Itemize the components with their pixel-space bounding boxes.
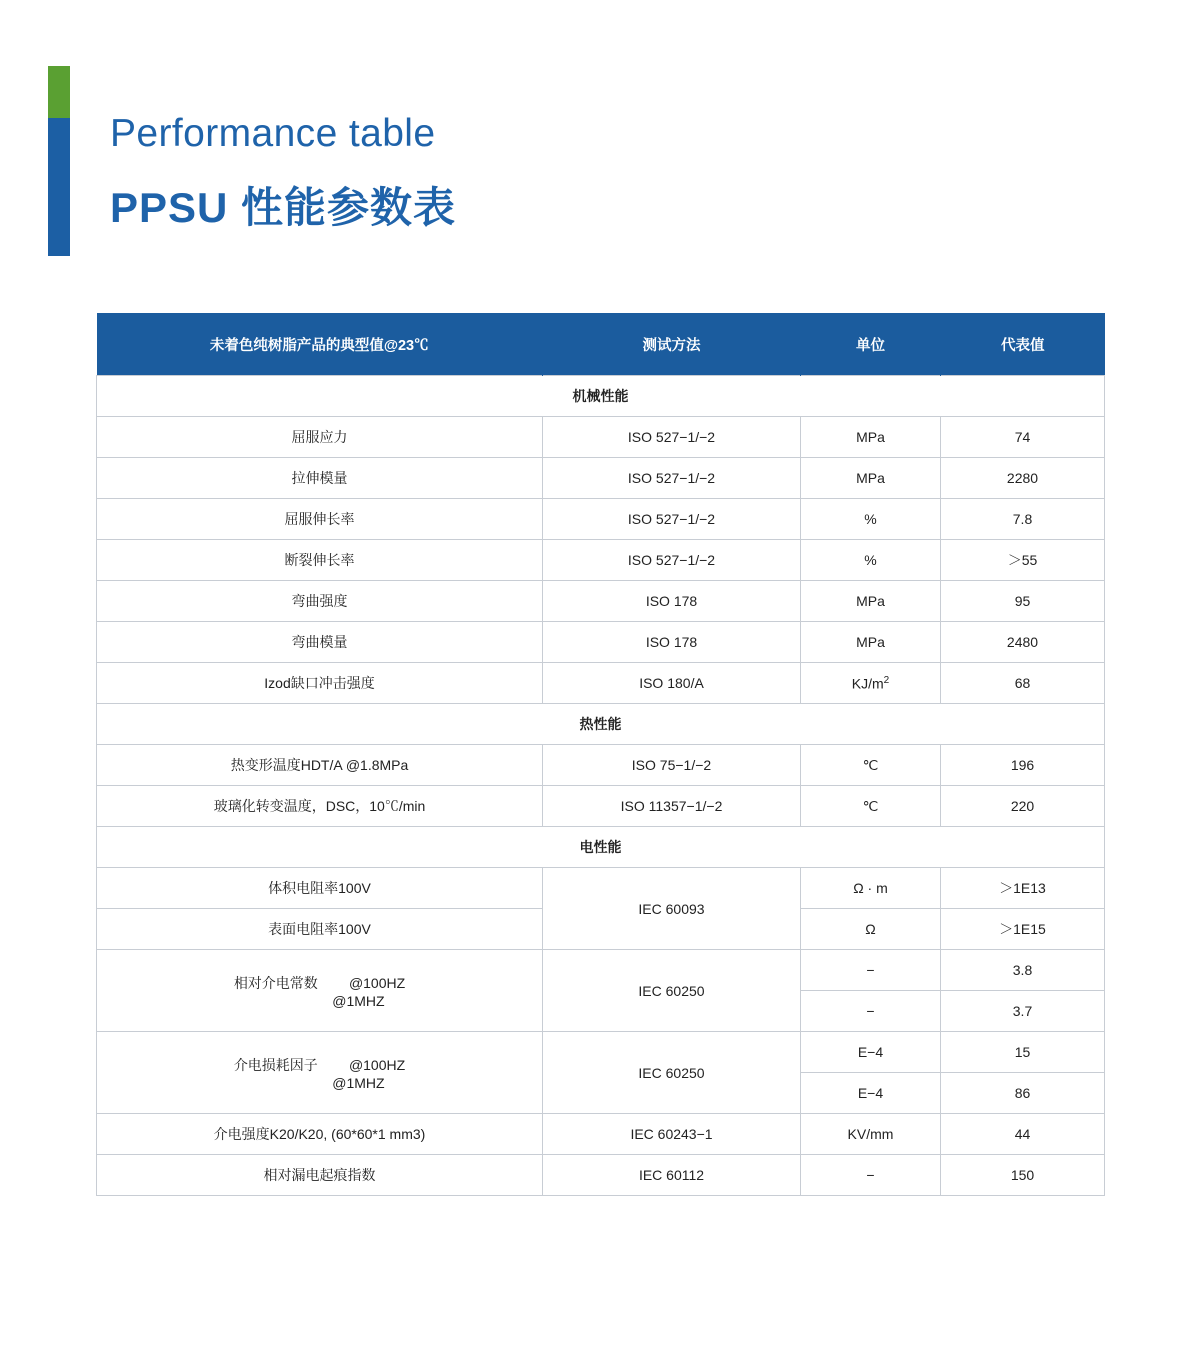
cell-unit: E−4 (801, 1073, 941, 1114)
property-frequency-2: @1MHZ (332, 1074, 385, 1091)
group-row-mechanical (97, 376, 1105, 417)
cell-value: 86 (941, 1073, 1105, 1114)
cell-unit: − (801, 950, 941, 991)
table-row (97, 1114, 1105, 1155)
unit-exponent: 2 (883, 674, 890, 686)
cell-property: 断裂伸长率 (97, 540, 543, 581)
group-label-electrical: 电性能 (97, 827, 1105, 868)
cell-value: 7.8 (941, 499, 1105, 540)
cell-method: ISO 527−1/−2 (543, 540, 801, 581)
column-header-value: 代表值 (941, 313, 1105, 376)
cell-value: 15 (941, 1032, 1105, 1073)
cell-value: ＞1E15 (941, 909, 1105, 950)
table-row (97, 417, 1105, 458)
cell-method: ISO 180/A (543, 663, 801, 704)
table-header-row (97, 313, 1105, 376)
cell-unit: − (801, 991, 941, 1032)
property-name: 介电损耗因子 (233, 1056, 318, 1073)
cell-property (97, 1032, 543, 1114)
cell-value: 150 (941, 1155, 1105, 1196)
group-label-thermal: 热性能 (97, 704, 1105, 745)
cell-property: 热变形温度HDT/A @1.8MPa (97, 745, 543, 786)
cell-method: ISO 11357−1/−2 (543, 786, 801, 827)
cell-unit: ℃ (801, 786, 941, 827)
cell-property: 屈服应力 (97, 417, 543, 458)
table-row (97, 868, 1105, 909)
cell-unit: KV/mm (801, 1114, 941, 1155)
cell-property: 屈服伸长率 (97, 499, 543, 540)
table-row (97, 581, 1105, 622)
property-frequency-1: @100HZ (348, 974, 406, 991)
cell-property: 拉伸模量 (97, 458, 543, 499)
cell-value: 196 (941, 745, 1105, 786)
cell-unit: % (801, 540, 941, 581)
cell-unit: MPa (801, 622, 941, 663)
cell-value: 3.7 (941, 991, 1105, 1032)
cell-value: 44 (941, 1114, 1105, 1155)
cell-property: 相对漏电起痕指数 (97, 1155, 543, 1196)
title-block (110, 70, 1200, 229)
cell-property: 玻璃化转变温度，DSC，10℃/min (97, 786, 543, 827)
table-row (97, 499, 1105, 540)
page-title-english: Performance table (110, 112, 436, 155)
cell-unit: MPa (801, 417, 941, 458)
table-row (97, 622, 1105, 663)
table-row (97, 458, 1105, 499)
cell-method: IEC 60243−1 (543, 1114, 801, 1155)
group-row-electrical (97, 827, 1105, 868)
page-header (0, 0, 1200, 229)
cell-value: 68 (941, 663, 1105, 704)
cell-method: IEC 60250 (543, 950, 801, 1032)
unit-base: KJ/m (851, 675, 884, 692)
group-row-thermal (97, 704, 1105, 745)
table-row (97, 540, 1105, 581)
cell-unit: Ω · m (801, 868, 941, 909)
cell-method: ISO 75−1/−2 (543, 745, 801, 786)
performance-table-container (96, 313, 1104, 1196)
group-label-mechanical: 机械性能 (97, 376, 1105, 417)
cell-value: ＞1E13 (941, 868, 1105, 909)
table-row (97, 745, 1105, 786)
cell-value: 220 (941, 786, 1105, 827)
cell-property: 体积电阻率100V (97, 868, 543, 909)
property-name: 相对介电常数 (233, 974, 318, 991)
cell-method: ISO 178 (543, 622, 801, 663)
cell-unit: Ω (801, 909, 941, 950)
cell-value: 74 (941, 417, 1105, 458)
cell-unit: E−4 (801, 1032, 941, 1073)
cell-property: 弯曲模量 (97, 622, 543, 663)
cell-method: IEC 60093 (543, 868, 801, 950)
accent-bar-group (48, 66, 70, 256)
cell-unit (801, 663, 941, 704)
cell-property: 介电强度K20/K20, (60*60*1 mm3) (97, 1114, 543, 1155)
property-frequency-1: @100HZ (348, 1056, 406, 1073)
cell-value: 3.8 (941, 950, 1105, 991)
cell-method: IEC 60112 (543, 1155, 801, 1196)
cell-value: ＞55 (941, 540, 1105, 581)
table-row (97, 1032, 1105, 1073)
cell-unit: % (801, 499, 941, 540)
cell-value: 2280 (941, 458, 1105, 499)
cell-method: ISO 527−1/−2 (543, 417, 801, 458)
column-header-unit: 单位 (801, 313, 941, 376)
cell-property: Izod缺口冲击强度 (97, 663, 543, 704)
cell-method: IEC 60250 (543, 1032, 801, 1114)
cell-unit: MPa (801, 581, 941, 622)
cell-value: 2480 (941, 622, 1105, 663)
cell-method: ISO 527−1/−2 (543, 458, 801, 499)
performance-table (96, 313, 1105, 1196)
cell-method: ISO 178 (543, 581, 801, 622)
cell-method: ISO 527−1/−2 (543, 499, 801, 540)
column-header-method: 测试方法 (543, 313, 801, 376)
accent-bar-green (48, 66, 70, 118)
cell-value: 95 (941, 581, 1105, 622)
cell-unit: − (801, 1155, 941, 1196)
cell-unit: MPa (801, 458, 941, 499)
table-row (97, 786, 1105, 827)
accent-bar-blue (48, 118, 70, 256)
page-title-chinese: PPSU 性能参数表 (110, 184, 457, 231)
column-header-property: 未着色纯树脂产品的典型值@23℃ (97, 313, 543, 376)
cell-property: 弯曲强度 (97, 581, 543, 622)
property-frequency-2: @1MHZ (332, 992, 385, 1009)
cell-property: 表面电阻率100V (97, 909, 543, 950)
table-row (97, 950, 1105, 991)
table-row (97, 663, 1105, 704)
cell-property (97, 950, 543, 1032)
table-row (97, 1155, 1105, 1196)
cell-unit: ℃ (801, 745, 941, 786)
